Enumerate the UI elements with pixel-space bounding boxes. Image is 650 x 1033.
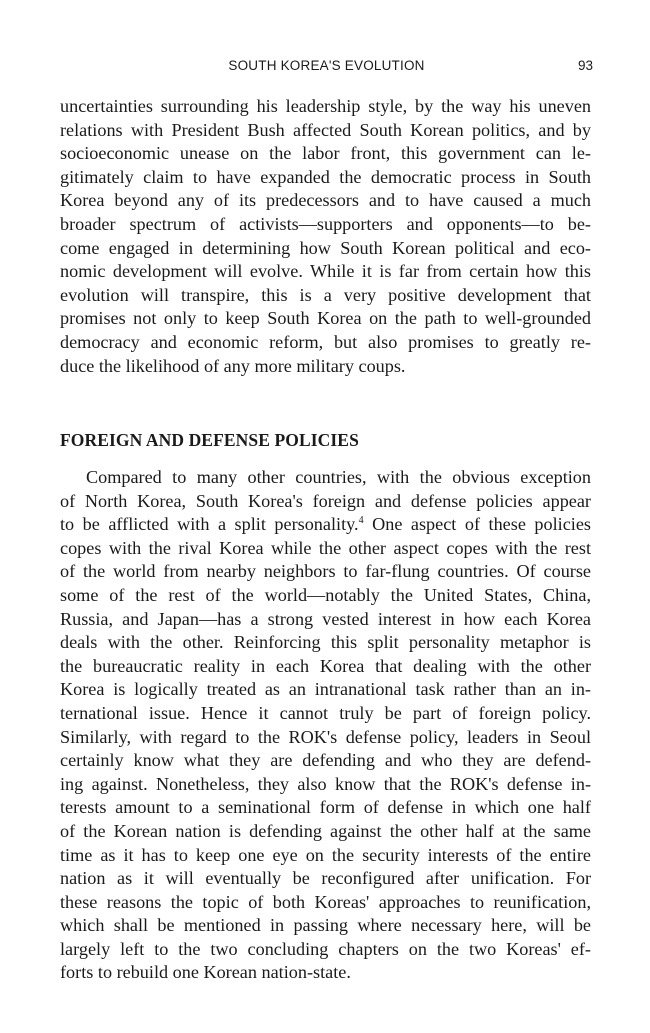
page-number: 93 [577, 58, 593, 73]
text-line: certainly know what they are defending and who they are defend- [60, 750, 591, 771]
text-line: terests amount to a seminational form of defense in which one half [60, 797, 591, 818]
text-line: come engaged in determining how South Korean political and eco- [60, 237, 591, 258]
footnote-marker: 4 [358, 515, 364, 527]
text-line: ing against. Nonetheless, they also know that the ROK's defense in- [60, 773, 591, 794]
text-line: nation as it will eventually be reconfigured after unification. For [60, 868, 591, 889]
text-line: copes with the rival Korea while the other aspect copes with the rest [60, 537, 591, 558]
running-title: SOUTH KOREA'S EVOLUTION [228, 58, 425, 73]
text-line: ternational issue. Hence it cannot truly be part of foreign policy. [60, 702, 591, 723]
text-line-with-footnote [60, 513, 591, 537]
text-line: broader spectrum of activists—supporters and opponents—to be- [60, 213, 591, 234]
text-line: these reasons the topic of both Koreas' approaches to reunification, [60, 891, 591, 912]
text-line: promises not only to keep South Korea on the path to well-grounded [60, 308, 591, 329]
text-line: Compared to many other countries, with the obvious exception [86, 467, 591, 487]
text-line: duce the likelihood of any more military coups. [60, 355, 406, 376]
text-line: deals with the other. Reinforcing this split personality metaphor is [60, 632, 591, 653]
text-line: time as it has to keep one eye on the security interests of the entire [60, 844, 591, 865]
text-line: which shall be mentioned in passing where necessary here, will be [60, 915, 591, 936]
text-line: Korea is logically treated as an intranational task rather than an in- [60, 679, 591, 700]
text-line: the bureaucratic reality in each Korea that dealing with the other [60, 655, 591, 676]
paragraph-continued [60, 95, 591, 378]
text-line: Similarly, with regard to the ROK's defense policy, leaders in Seoul [60, 726, 591, 747]
text-line: nomic development will evolve. While it is far from certain how this [60, 261, 591, 282]
text-line: gitimately claim to have expanded the democratic process in South [60, 166, 591, 187]
running-head [60, 58, 593, 78]
text-line: democracy and economic reform, but also promises to greatly re- [60, 331, 591, 352]
text-segment: One aspect of these policies [363, 514, 591, 535]
text-line: socioeconomic unease on the labor front, this government can le- [60, 143, 591, 164]
text-line: relations with President Bush affected South Korean politics, and by [60, 119, 591, 140]
text-line: Russia, and Japan—has a strong vested interest in how each Korea [60, 608, 591, 629]
text-line: of the world from nearby neighbors to far-flung countries. Of course [60, 561, 591, 582]
text-line: of the Korean nation is defending against the other half at the same [60, 820, 591, 841]
section-heading: FOREIGN AND DEFENSE POLICIES [60, 430, 359, 450]
text-line: uncertainties surrounding his leadership style, by the way his uneven [60, 96, 591, 116]
text-line: Korea beyond any of its predecessors and to have caused a much [60, 190, 591, 211]
text-line: largely left to the two concluding chapters on the two Koreas' ef- [60, 938, 591, 959]
text-segment: to be afflicted with a split personality. [60, 514, 359, 535]
text-line: of North Korea, South Korea's foreign and defense policies appear [60, 490, 591, 511]
text-line: forts to rebuild one Korean nation-state. [60, 962, 351, 983]
text-line: some of the rest of the world—notably the United States, China, [60, 584, 591, 605]
paragraph-foreign-defense [60, 466, 591, 985]
text-line: evolution will transpire, this is a very positive development that [60, 284, 591, 305]
